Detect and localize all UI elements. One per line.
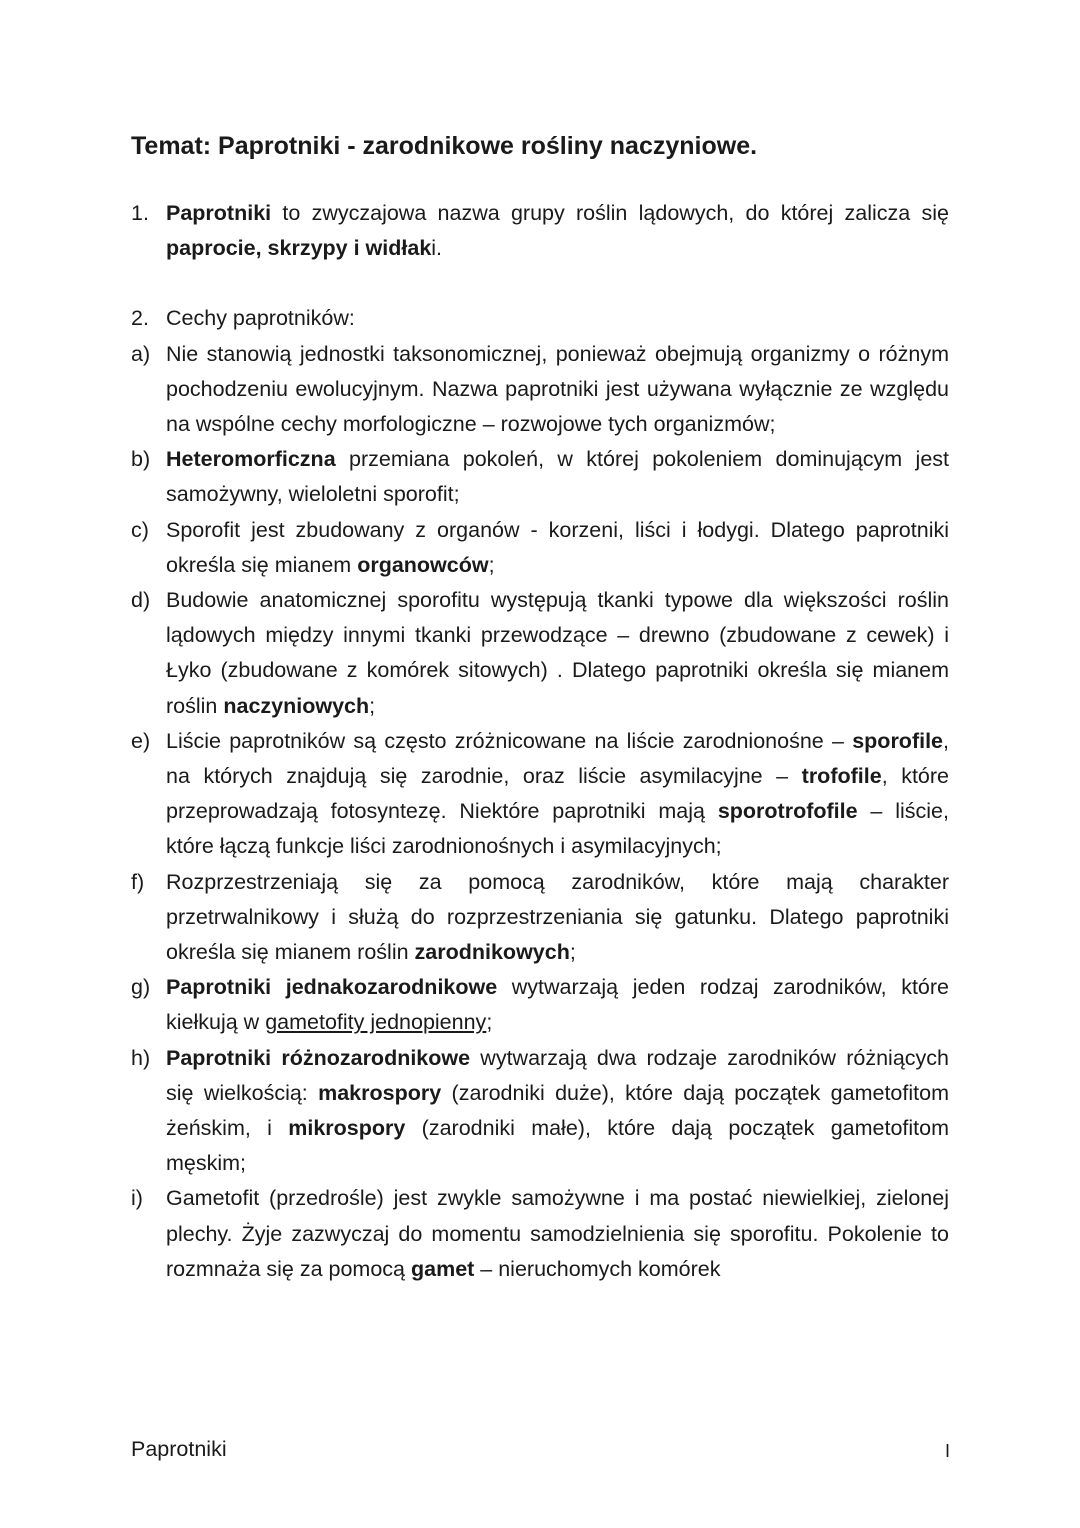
sublist-item-f [131, 865, 949, 971]
list-marker: i) [131, 1186, 143, 1211]
text-span: – liście, które łączą funkcje liści zarodnionośnych i asymilacyjnych; [166, 799, 949, 859]
list-item-text: Nie stanowią jednostki taksonomicznej, ponieważ obejmują organizmy o różnym pochodzeniu ewolucyjnym. Nazwa paprotniki jest używana wyłącznie ze względu na wspólne cechy morfologiczne – rozwojowe tych organizmów; [166, 341, 949, 437]
underlined-term: gametofity jednopienny [265, 1010, 487, 1035]
bold-term: sporofile [852, 728, 944, 753]
page-number: I [944, 1441, 950, 1461]
list-marker: e) [131, 728, 151, 753]
sublist-item-d [131, 583, 949, 724]
sublist-item-g [131, 970, 949, 1040]
list-item-1 [131, 196, 949, 266]
text-span: , na których znajdują się zarodnie, oraz liście asymilacyjne – [166, 728, 949, 789]
list-item-text [166, 970, 949, 1040]
document-body [131, 196, 949, 1287]
bold-term: paprocie, skrzypy i widłak [166, 236, 432, 261]
bold-term: gamet [410, 1256, 475, 1281]
bold-term: sporotrofofile [717, 799, 858, 824]
bold-term: Paprotniki różnozarodnikowe [166, 1045, 471, 1070]
list-item-2 [131, 301, 949, 336]
bold-term: zarodnikowych [414, 940, 570, 965]
text-span: ; [569, 940, 576, 965]
list-item-text [166, 865, 949, 971]
text-span: wytwarzają jeden rodzaj zarodników, które kiełkują w [166, 975, 949, 1035]
list-item-text [166, 1041, 949, 1182]
list-marker: 1. [131, 201, 149, 225]
sublist-item-i [131, 1181, 949, 1287]
list-item-text [166, 442, 949, 512]
page-title: Temat: Paprotniki - zarodnikowe rośliny naczyniowe. [131, 132, 758, 160]
text-span: przemiana pokoleń, w której pokoleniem dominującym jest samożywny, wieloletni sporofit; [166, 447, 949, 507]
list-marker: b) [131, 447, 151, 472]
list-marker: h) [131, 1045, 151, 1070]
text-span: (zarodniki małe), które dają początek gametofitom męskim; [166, 1116, 949, 1176]
sublist-item-c [131, 513, 949, 583]
bold-term: mikrospory [288, 1116, 406, 1141]
text-span: (zarodniki duże), które dają początek gametofitom żeńskim, i [166, 1080, 949, 1141]
text-span: Liście paprotników są często zróżnicowane na liście zarodnionośne – [166, 728, 853, 753]
text-span: ; [486, 1010, 493, 1035]
bold-term: Heteromorficzna [166, 447, 336, 472]
text-span: Rozprzestrzeniają się za pomocą zarodników, które mają charakter przetrwalnikowy i służą do rozprzestrzeniania się gatunku. Dlatego paprotniki określa się mianem roślin [166, 869, 949, 965]
text-span: ; [488, 552, 495, 577]
list-item-text: Cechy paprotników: [166, 306, 355, 331]
text-span: to zwyczajowa nazwa grupy roślin lądowych, do której zalicza się [271, 201, 949, 225]
text-span: Budowie anatomicznej sporofitu występują tkanki typowe dla większości roślin lądowych między innymi tkanki przewodzące – drewno (zbudowane z cewek) i Łyko (zbudowane z komórek sitowych) . Dlatego paprotniki określa się mianem roślin [166, 588, 949, 718]
list-item-text [166, 583, 949, 724]
list-item-text [166, 724, 949, 865]
bold-term: Paprotniki [166, 201, 272, 225]
list-marker: c) [131, 517, 149, 542]
bold-term: organowców [357, 552, 489, 577]
sublist-item-a [131, 337, 949, 443]
list-item-text [166, 1181, 949, 1287]
sublist-item-e [131, 724, 949, 865]
list-item-text [166, 196, 949, 266]
text-span: – nieruchomych komórek [474, 1256, 721, 1281]
list-item-text [166, 513, 949, 583]
bold-term: naczyniowych [223, 693, 370, 718]
text-span: Sporofit jest zbudowany z organów - korzeni, liści i łodygi. Dlatego paprotniki określa się mianem [166, 517, 949, 577]
footer-title: Paprotniki [131, 1437, 227, 1461]
text-span: i. [431, 236, 443, 261]
list-marker: g) [131, 975, 151, 1000]
text-span: , które przeprowadzają fotosyntezę. Niektóre paprotniki mają [166, 764, 949, 824]
list-marker: d) [131, 588, 151, 613]
list-marker: 2. [131, 306, 149, 331]
sublist-item-b [131, 442, 949, 512]
list-marker: f) [131, 869, 145, 894]
text-span: ; [369, 693, 376, 718]
list-marker: a) [131, 341, 151, 366]
bold-term: Paprotniki jednakozarodnikowe [166, 975, 498, 1000]
bold-term: trofofile [801, 764, 882, 789]
bold-term: makrospory [318, 1080, 442, 1105]
spacer [131, 266, 949, 301]
sublist-item-h [131, 1041, 949, 1182]
text-span: Gametofit (przedrośle) jest zwykle samożywne i ma postać niewielkiej, zielonej plechy. Żyje zazwyczaj do momentu samodzielnienia się sporofitu. Pokolenie to rozmnaża się za pomocą [166, 1186, 949, 1281]
text-span: wytwarzają dwa rodzaje zarodników różniących się wielkością: [166, 1045, 949, 1105]
